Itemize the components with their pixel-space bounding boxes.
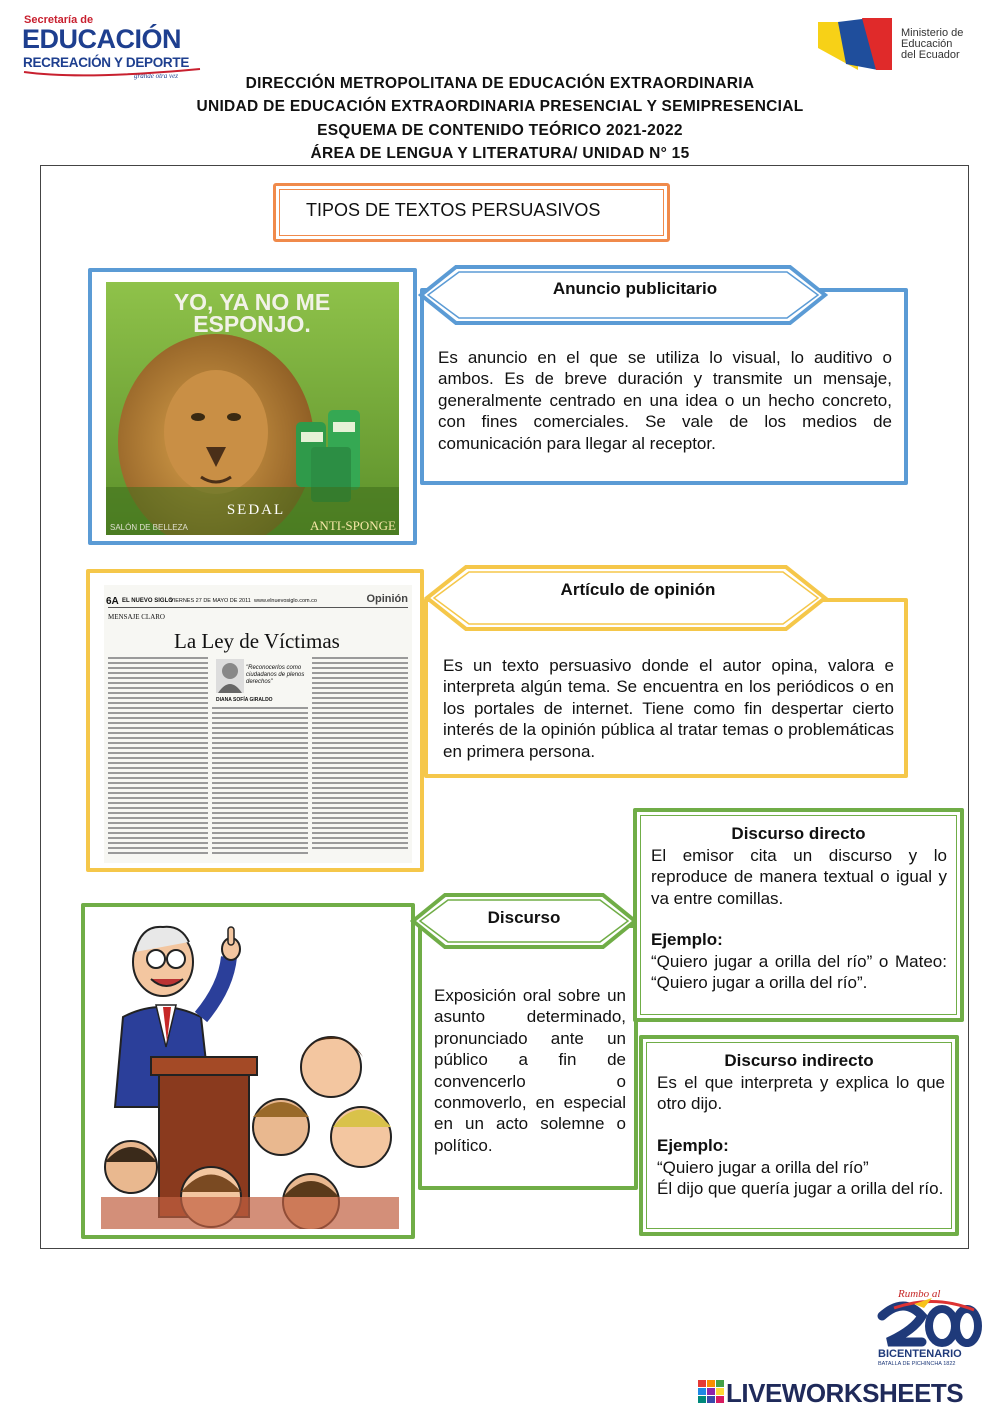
ecuador-flag-icon xyxy=(818,18,892,70)
liveworksheets-text: LIVEWORKSHEETS xyxy=(726,1378,964,1408)
anuncio-image-frame xyxy=(88,268,417,545)
header-line2: UNIDAD DE EDUCACIÓN EXTRAORDINARIA PRESENCIAL Y SEMIPRESENCIAL xyxy=(196,98,804,115)
paper-url: www.elnuevosiglo.com.co xyxy=(254,598,317,604)
header-line4: ÁREA DE LENGUA Y LITERATURA/ UNIDAD N° 15 xyxy=(310,145,690,162)
secretaria-educacion-logo xyxy=(22,14,204,78)
paper-page: 6A xyxy=(106,596,119,607)
bicentenario-logo xyxy=(868,1288,986,1370)
articulo-description: Es un texto persuasivo donde el autor opina, valora e interpreta algún tema. Se encuentra en los periódicos o en los portales de internet. Tiene como fin despertar cierto interés de la opinión pública al tratar temas o problemáticas en primera persona. xyxy=(443,656,894,761)
header-line3: ESQUEMA DE CONTENIDO TEÓRICO 2021-2022 xyxy=(317,122,683,139)
page-title: TIPOS DE TEXTOS PERSUASIVOS xyxy=(306,200,601,220)
ministerio-line3: del Ecuador xyxy=(901,49,960,61)
discurso-label: Discurso xyxy=(487,908,561,927)
ministerio-text xyxy=(901,28,963,61)
paper-author: DIANA SOFÍA GIRALDO xyxy=(216,697,273,703)
speech-cartoon-image xyxy=(101,917,399,1229)
paper-section: Opinión xyxy=(366,593,408,605)
anuncio-label: Anuncio publicitario xyxy=(552,279,718,298)
ministerio-line2: Educación xyxy=(901,38,953,50)
directo-example: “Quiero jugar a orilla del río” o Mateo: “Quiero jugar a orilla del río”. xyxy=(651,952,947,993)
ad-headline-1: YO, YA NO ME xyxy=(173,289,331,315)
indirecto-title: Discurso indirecto xyxy=(724,1051,874,1070)
paper-quote: "Reconocerlos como ciudadanos de plenos derechos" xyxy=(246,665,305,685)
bicentenario-name: BICENTENARIO xyxy=(878,1348,962,1360)
bicentenario-top: Rumbo al xyxy=(898,1288,941,1300)
discurso-description: Exposición oral sobre un asunto determinado, pronunciado ante un público a fin de convencerlo o conmoverlo, en especial en un acto solemne o político. xyxy=(434,986,626,1155)
title-box xyxy=(273,183,670,242)
indirecto-example-label: Ejemplo: xyxy=(657,1136,729,1155)
indirecto-example-line1: “Quiero jugar a orilla del río” xyxy=(657,1158,869,1177)
header-line1: DIRECCIÓN METROPOLITANA DE EDUCACIÓN EXTRAORDINARIA xyxy=(245,75,755,92)
ad-headline-2: ESPONJO. xyxy=(193,311,311,337)
paper-name: EL NUEVO SIGLO xyxy=(122,598,173,604)
sedal-ad-image xyxy=(106,282,399,535)
paper-headline: La Ley de Víctimas xyxy=(174,629,340,653)
directo-text: El emisor cita un discurso y lo reproduce de manera textual o igual y va entre comillas. xyxy=(651,846,947,908)
logo-left-line3: RECREACIÓN Y DEPORTE xyxy=(23,55,190,70)
articulo-label: Artículo de opinión xyxy=(560,580,716,599)
logo-left-line2: EDUCACIÓN xyxy=(22,24,182,54)
bicentenario-200-icon xyxy=(874,1298,982,1348)
liveworksheets-icon xyxy=(698,1380,724,1404)
bicentenario-sub: BATALLA DE PICHINCHA 1822 xyxy=(878,1361,956,1367)
paper-column: MENSAJE CLARO xyxy=(108,613,165,621)
articulo-image-frame xyxy=(86,569,424,872)
discurso-image-frame xyxy=(81,903,415,1239)
liveworksheets-logo xyxy=(698,1378,998,1406)
directo-title: Discurso directo xyxy=(731,824,866,843)
ministerio-line1: Ministerio de xyxy=(901,27,964,39)
logo-left-slogan: grande otra vez xyxy=(134,72,178,80)
directo-example-label: Ejemplo: xyxy=(651,930,723,949)
anuncio-description: Es anuncio en el que se utiliza lo visual, lo auditivo o ambos. Es de breve duración y transmite un mensaje, generalmente centrado en una idea o un hecho concreto, con fines comerciales. Se vale de los medios de comunicación para llegar al receptor. xyxy=(438,348,892,453)
logo-left-underline-icon xyxy=(22,14,204,78)
discurso-description-box xyxy=(418,924,638,1190)
newspaper-text-lines xyxy=(104,585,412,863)
logo-left-line1: Secretaría de xyxy=(24,14,94,26)
discurso-directo-box xyxy=(633,808,964,1022)
paper-date: VIERNES 27 DE MAYO DE 2011 xyxy=(170,598,251,604)
indirecto-example-line2: Él dijo que quería jugar a orilla del río. xyxy=(657,1179,944,1198)
ministerio-educacion-logo xyxy=(818,18,988,74)
ad-small-text: SALÓN DE BELLEZA xyxy=(110,523,188,532)
ad-brand: SEDAL xyxy=(226,502,286,518)
ad-tagline: ANTI-SPONGE xyxy=(310,518,396,533)
newspaper-image xyxy=(104,585,412,863)
indirecto-text: Es el que interpreta y explica lo que otro dijo. xyxy=(657,1073,945,1114)
discurso-indirecto-box xyxy=(639,1035,959,1236)
